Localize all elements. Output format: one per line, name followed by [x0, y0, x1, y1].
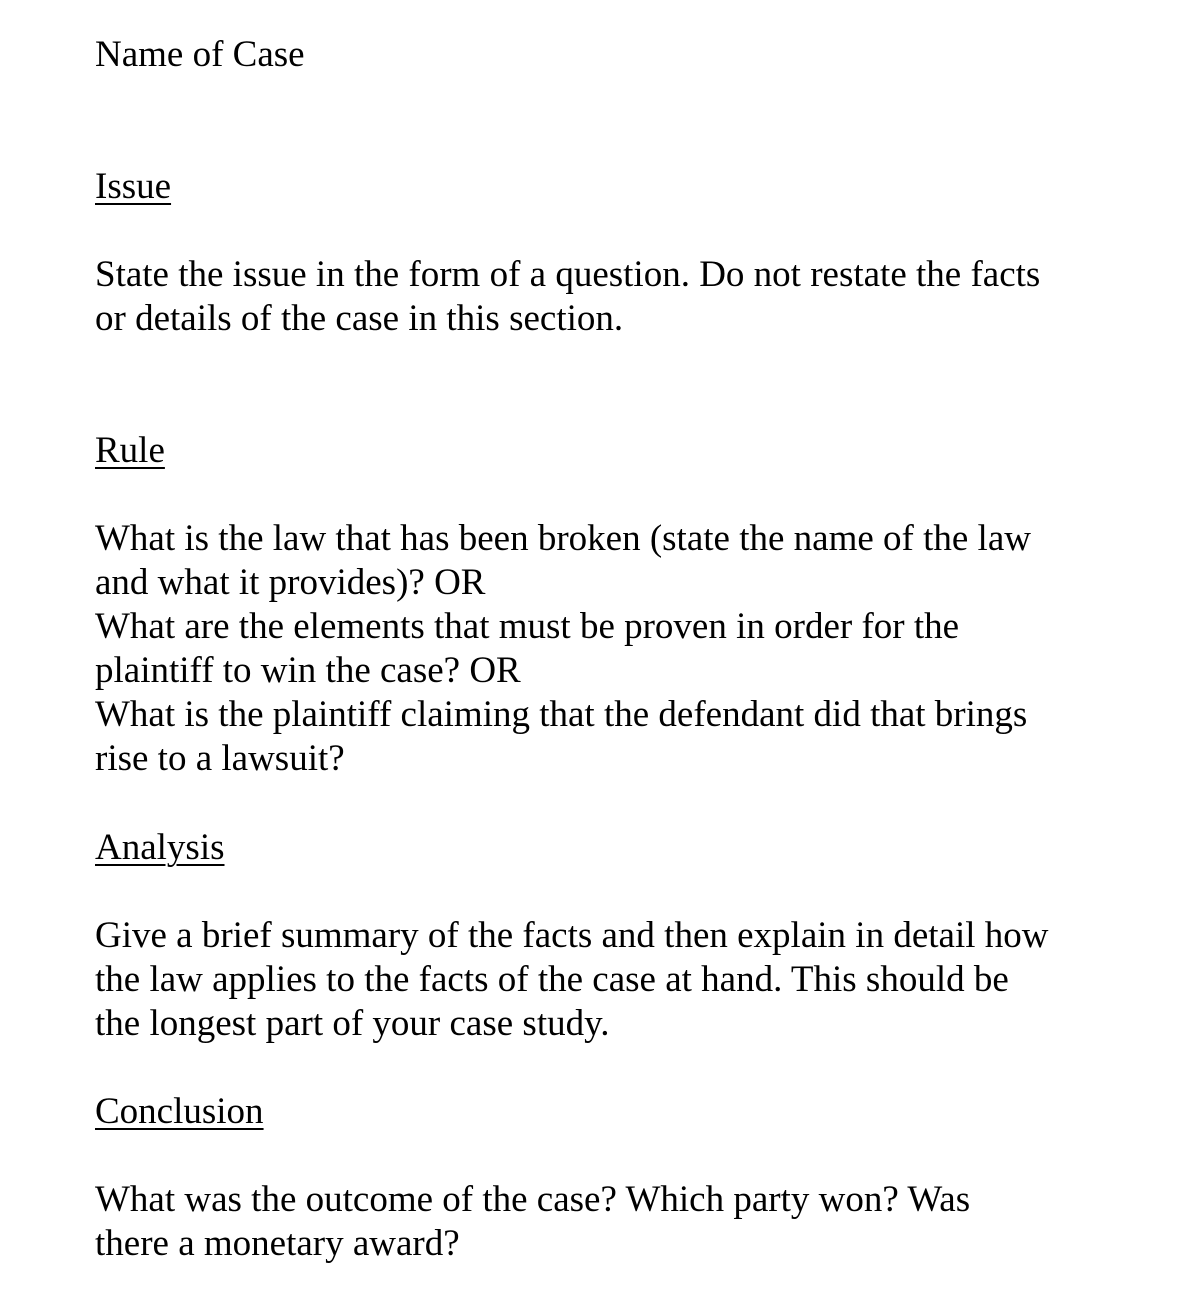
rule-heading: Rule — [95, 430, 165, 471]
analysis-text-line: Give a brief summary of the facts and then explain in detail how — [95, 915, 1049, 956]
issue-text-line: or details of the case in this section. — [95, 298, 624, 339]
rule-text-line: What is the law that has been broken (state the name of the law — [95, 518, 1031, 559]
rule-text-line: What are the elements that must be proven in order for the — [95, 606, 960, 647]
issue-text-line: State the issue in the form of a question. Do not restate the facts — [95, 254, 1041, 295]
conclusion-heading: Conclusion — [95, 1091, 264, 1132]
rule-text-line: rise to a lawsuit? — [95, 738, 345, 779]
issue-heading: Issue — [95, 166, 172, 207]
analysis-text-line: the law applies to the facts of the case at hand. This should be — [95, 959, 1009, 1000]
analysis-heading: Analysis — [95, 827, 225, 868]
analysis-text-line: the longest part of your case study. — [95, 1003, 610, 1044]
conclusion-text-line: there a monetary award? — [95, 1223, 460, 1264]
rule-text-line: What is the plaintiff claiming that the defendant did that brings — [95, 694, 1028, 735]
rule-text-line: plaintiff to win the case? OR — [95, 650, 521, 691]
rule-text-line: and what it provides)? OR — [95, 562, 486, 603]
case-name-title: Name of Case — [95, 34, 305, 75]
conclusion-text-line: What was the outcome of the case? Which party won? Was — [95, 1179, 971, 1220]
